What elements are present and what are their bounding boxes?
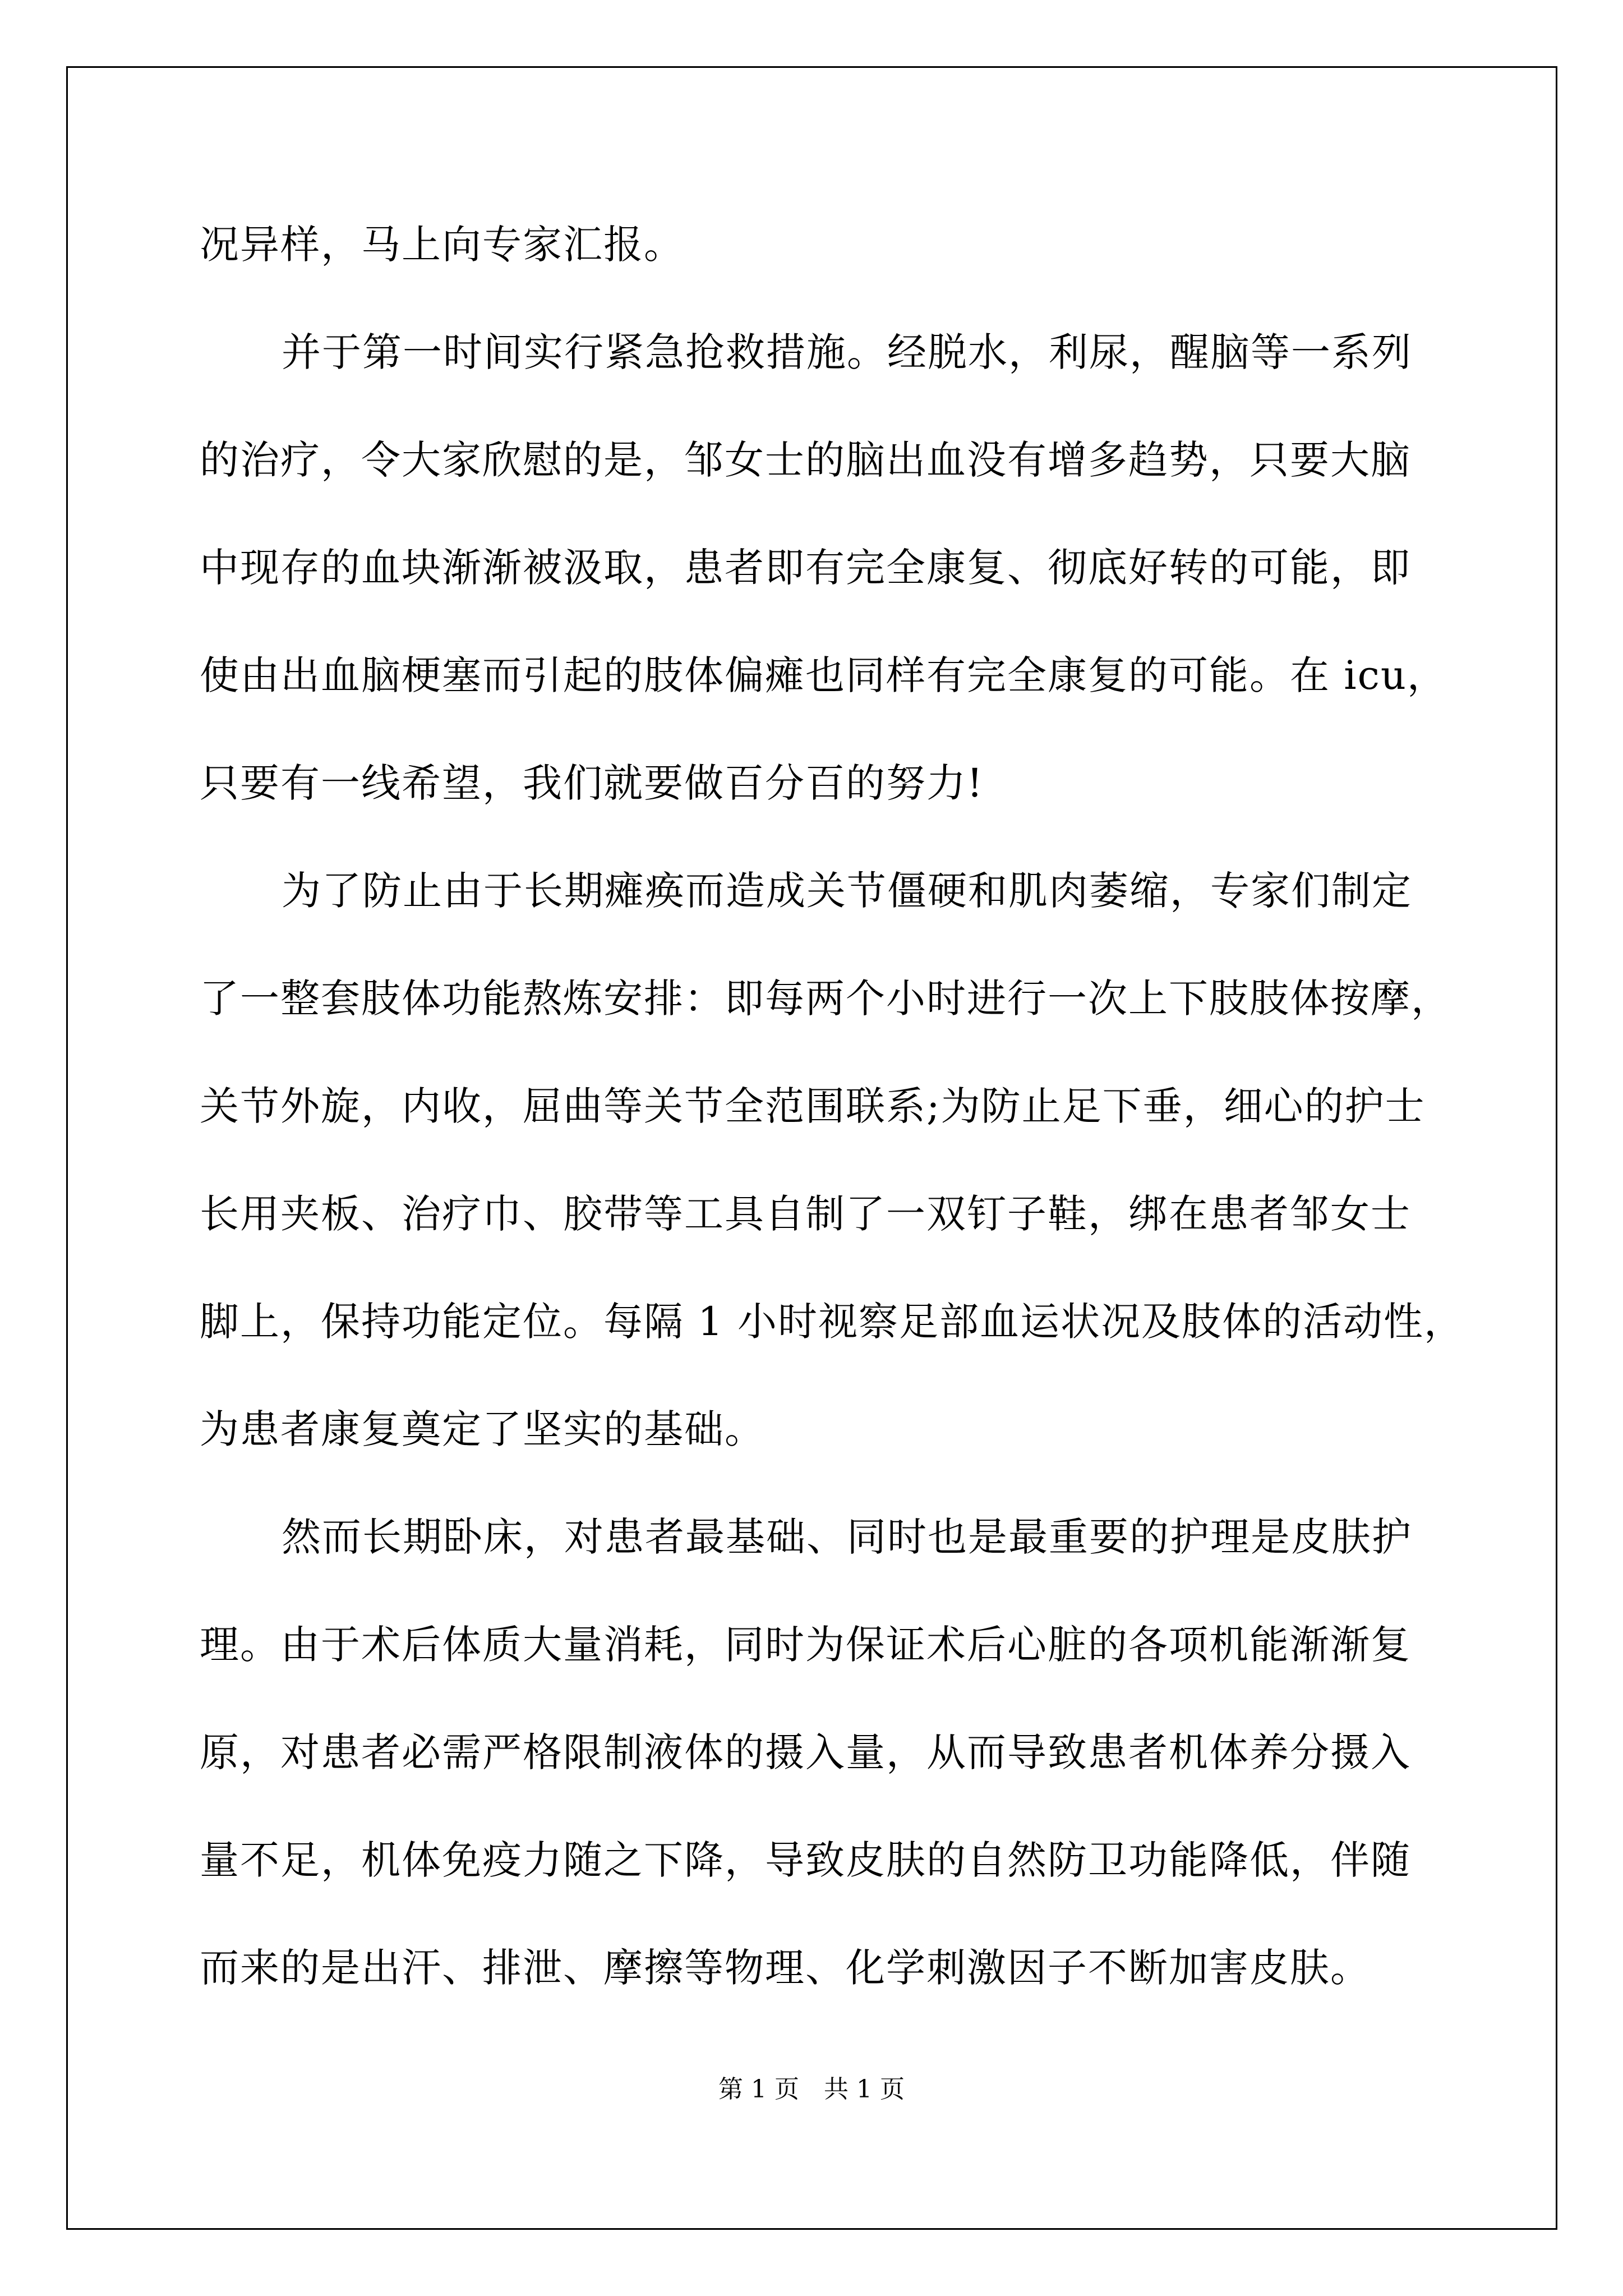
paragraph-line: 脚上，保持功能定位。每隔 1 小时视察足部血运状况及肢体的活动性， — [200, 1299, 1465, 1345]
paragraph-line: 只要有一线希望，我们就要做百分百的努力! — [200, 760, 984, 806]
paragraph-line: 量不足，机体免疫力随之下降，导致皮肤的自然防卫功能降低，伴随 — [200, 1837, 1411, 1883]
paragraph-line: 使由出血脑梗塞而引起的肢体偏瘫也同样有完全康复的可能。在 icu， — [200, 652, 1447, 698]
document-body — [200, 191, 1465, 2022]
paragraph-line: 中现存的血块渐渐被汲取，患者即有完全康复、彻底好转的可能，即 — [200, 545, 1411, 591]
paragraph-line: 长用夹板、治疗巾、胶带等工具自制了一双钉子鞋，绑在患者邹女士 — [200, 1191, 1411, 1237]
paragraph-line: 的治疗，令大家欣慰的是，邹女士的脑出血没有增多趋势，只要大脑 — [200, 437, 1411, 483]
page-number-current: 第 1 页 — [718, 2075, 799, 2104]
paragraph-line: 而来的是出汗、排泄、摩擦等物理、化学刺激因子不断加害皮肤。 — [200, 1945, 1371, 1991]
paragraph-line: 关节外旋，内收，屈曲等关节全范围联系;为防止足下垂，细心的护士 — [200, 1083, 1426, 1129]
paragraph-line: 并于第一时间实行紧急抢救措施。经脱水，利尿，醒脑等一系列 — [282, 329, 1412, 375]
paragraph-line: 为患者康复奠定了坚实的基础。 — [200, 1406, 765, 1452]
page-footer — [0, 2073, 1623, 2106]
page-number-total: 共 1 页 — [824, 2075, 905, 2104]
paragraph-line: 理。由于术后体质大量消耗，同时为保证术后心脏的各项机能渐渐复 — [200, 1622, 1411, 1668]
paragraph-line: 原，对患者必需严格限制液体的摄入量，从而导致患者机体养分摄入 — [200, 1729, 1411, 1775]
paragraph-line: 况异样，马上向专家汇报。 — [200, 222, 684, 268]
paragraph-line: 了一整套肢体功能熬炼安排：即每两个小时进行一次上下肢肢体按摩， — [200, 976, 1451, 1022]
paragraph-line: 为了防止由于长期瘫痪而造成关节僵硬和肌肉萎缩，专家们制定 — [282, 868, 1412, 914]
paragraph-line: 然而长期卧床，对患者最基础、同时也是最重要的护理是皮肤护 — [282, 1514, 1412, 1560]
